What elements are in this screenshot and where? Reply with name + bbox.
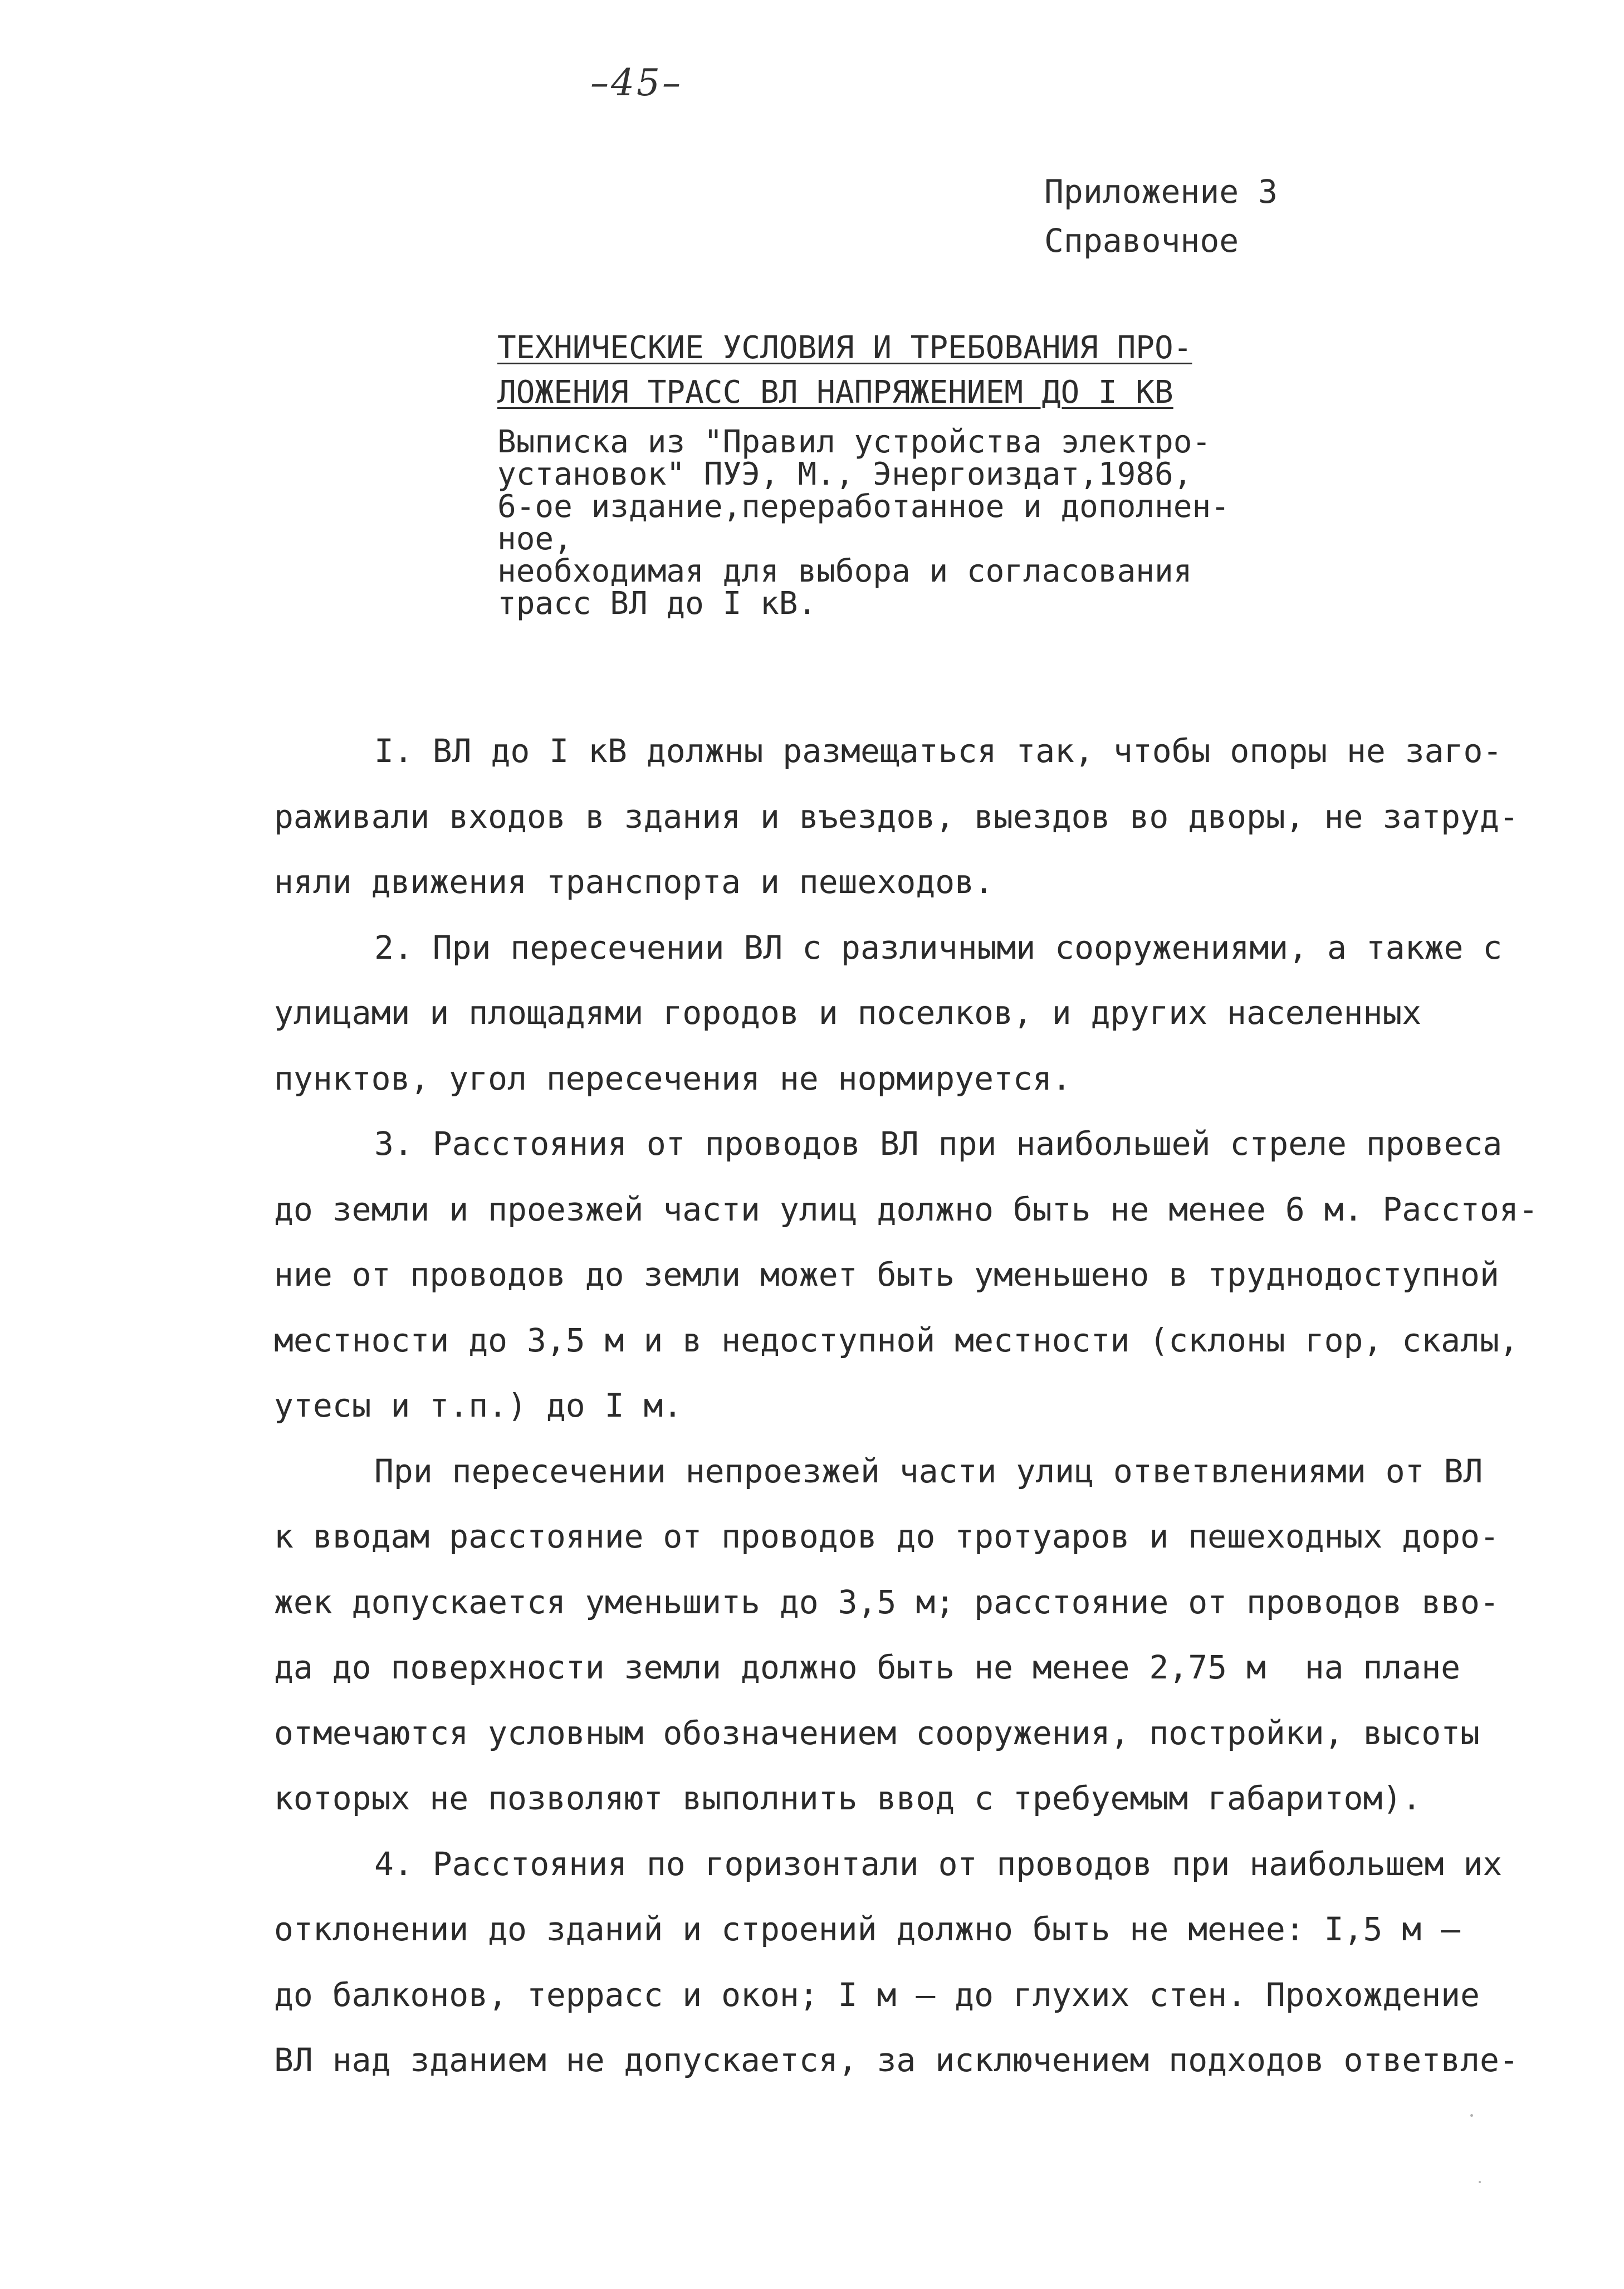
scan-speck [1479,2181,1481,2183]
paragraph-3-line: ние от проводов до земли может быть уменьшено в труднодоступной [274,1256,1499,1294]
appendix-label: Приложение 3 [1044,173,1278,211]
paragraph-4-line: да до поверхности земли должно быть не менее 2,75 м на плане [274,1648,1461,1686]
body-text [274,719,1538,2093]
paragraph-1-line: I. ВЛ до I кВ должны размещаться так, чтобы опоры не заго- [374,732,1503,770]
excerpt-line: необходимая для выбора и согласования [497,553,1192,589]
excerpt-note [497,426,1230,620]
paragraph-5-line: 4. Расстояния по горизонтали от проводов при наибольшем их [374,1844,1503,1883]
document-heading [497,326,1192,415]
paragraph-2-line: 2. При пересечении ВЛ с различными сооружениями, а также с [374,928,1503,967]
paragraph-3-line: до земли и проезжей части улиц должно быть не менее 6 м. Расстоя- [274,1190,1538,1228]
paragraph-3-line: утесы и т.п.) до I м. [274,1387,683,1424]
paragraph-4-line: которых не позволяют выполнить ввод с требуемым габаритом). [274,1779,1422,1817]
heading-line: ТЕХНИЧЕСКИЕ УСЛОВИЯ И ТРЕБОВАНИЯ ПРО- [497,330,1192,366]
paragraph-2-line: пунктов, угол пересечения не нормируется. [274,1059,1072,1097]
page-number: –45– [590,61,683,104]
appendix-type: Справочное [1044,222,1239,260]
paragraph-3-line: 3. Расстояния от проводов ВЛ при наибольшей стреле провеса [374,1125,1503,1163]
paragraph-5-line: до балконов, террасс и окон; I м – до глухих стен. Прохождение [274,1975,1480,2014]
paragraph-1-line: раживали входов в здания и въездов, выездов во дворы, не затруд- [274,797,1519,836]
excerpt-line: установок" ПУЭ, М., Энергоиздат,1986, [497,456,1192,492]
paragraph-4-line: к вводам расстояние от проводов до тротуаров и пешеходных доро- [274,1517,1499,1555]
heading-line: ЛОЖЕНИЯ ТРАСС ВЛ НАПРЯЖЕНИЕМ ДО I КВ [497,374,1173,411]
paragraph-4-line: При пересечении непроезжей части улиц ответвлениями от ВЛ [374,1452,1483,1490]
excerpt-line: Выписка из "Правил устройства электро- [497,424,1211,460]
paragraph-5-line: отклонении до зданий и строений должно быть не менее: I,5 м – [274,1910,1461,1948]
paragraph-4-line: жек допускается уменьшить до 3,5 м; расстояние от проводов вво- [274,1583,1499,1621]
paragraph-2-line: улицами и площадями городов и поселков, и других населенных [274,994,1422,1032]
paragraph-5-line: ВЛ над зданием не допускается, за исключением подходов ответвле- [274,2041,1519,2079]
excerpt-line: ное, [497,521,573,557]
paragraph-1-line: няли движения транспорта и пешеходов. [274,863,994,901]
appendix-block [1044,167,1278,265]
excerpt-line: трасс ВЛ до I кВ. [497,585,817,622]
scan-speck [1470,2114,1473,2117]
excerpt-line: 6-ое издание,переработанное и дополнен- [497,489,1230,525]
paragraph-4-line: отмечаются условным обозначением сооружения, постройки, высоты [274,1714,1480,1752]
paragraph-3-line: местности до 3,5 м и в недоступной местности (склоны гор, скалы, [274,1321,1519,1359]
